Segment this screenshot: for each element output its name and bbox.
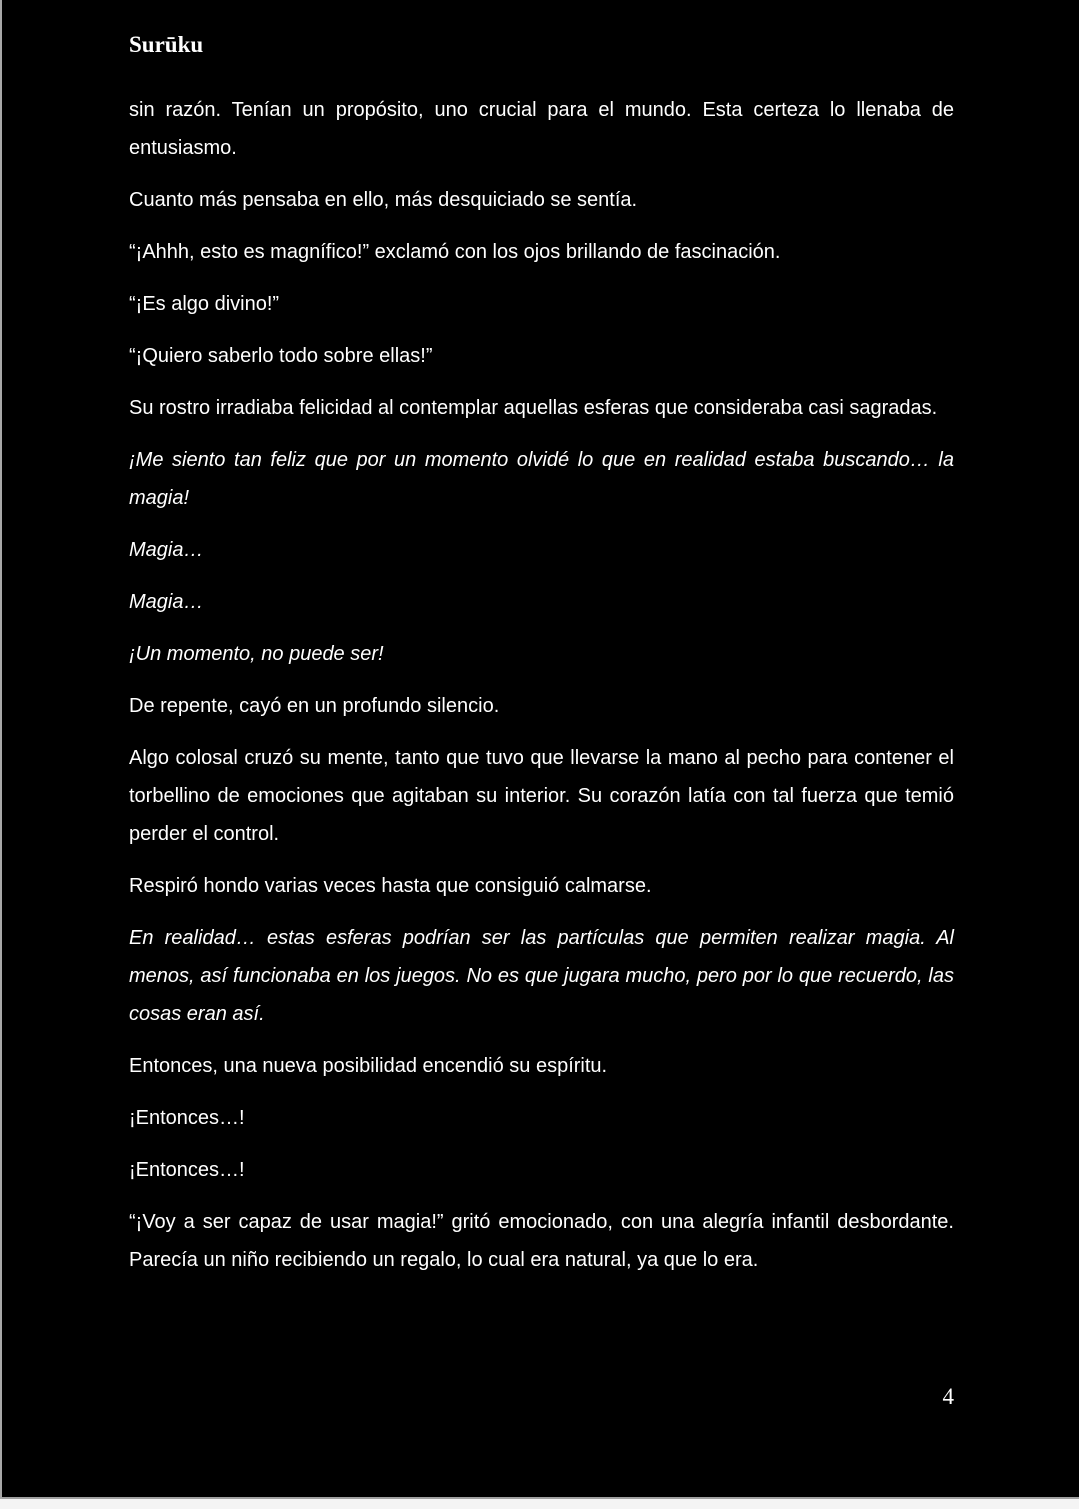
paragraph: De repente, cayó en un profundo silencio. [129, 695, 500, 717]
paragraph: ¡Me siento tan feliz que por un momento olvidé lo que en realidad estaba buscando… la magia! [129, 449, 954, 509]
paragraph: ¡Entonces…! [129, 1159, 245, 1181]
paragraph: “¡Voy a ser capaz de usar magia!” gritó emocionado, con una alegría infantil desbordante. Parecía un niño recibiendo un regalo, lo cual era natural, ya que lo era. [129, 1211, 954, 1271]
paragraph: Entonces, una nueva posibilidad encendió su espíritu. [129, 1055, 608, 1077]
page-body [129, 91, 954, 1293]
paragraph: Magia… [129, 591, 204, 613]
paragraph: ¡Un momento, no puede ser! [129, 643, 384, 665]
paragraph: “¡Ahhh, esto es magnífico!” exclamó con los ojos brillando de fascinación. [129, 241, 781, 263]
paragraph: Respiró hondo varias veces hasta que consiguió calmarse. [129, 875, 652, 897]
paragraph: “¡Quiero saberlo todo sobre ellas!” [129, 345, 433, 367]
paragraph: sin razón. Tenían un propósito, uno crucial para el mundo. Esta certeza lo llenaba de entusiasmo. [129, 99, 954, 159]
page-number: 4 [942, 1384, 954, 1409]
paragraph: ¡Entonces…! [129, 1107, 245, 1129]
paragraph: En realidad… estas esferas podrían ser las partículas que permiten realizar magia. Al menos, así funcionaba en los juegos. No es que jugara mucho, pero por lo que recuerdo, las cosas eran así. [129, 927, 954, 1025]
paragraph: “¡Es algo divino!” [129, 293, 280, 315]
paragraph: Algo colosal cruzó su mente, tanto que tuvo que llevarse la mano al pecho para contener el torbellino de emociones que agitaban su interior. Su corazón latía con tal fuerza que temió perder el control. [129, 747, 954, 845]
paragraph: Su rostro irradiaba felicidad al contemplar aquellas esferas que consideraba casi sagradas. [129, 397, 938, 419]
running-header: Surūku [129, 32, 204, 57]
paragraph: Magia… [129, 539, 204, 561]
paragraph: Cuanto más pensaba en ello, más desquiciado se sentía. [129, 189, 638, 211]
document-page [2, 0, 1079, 1499]
